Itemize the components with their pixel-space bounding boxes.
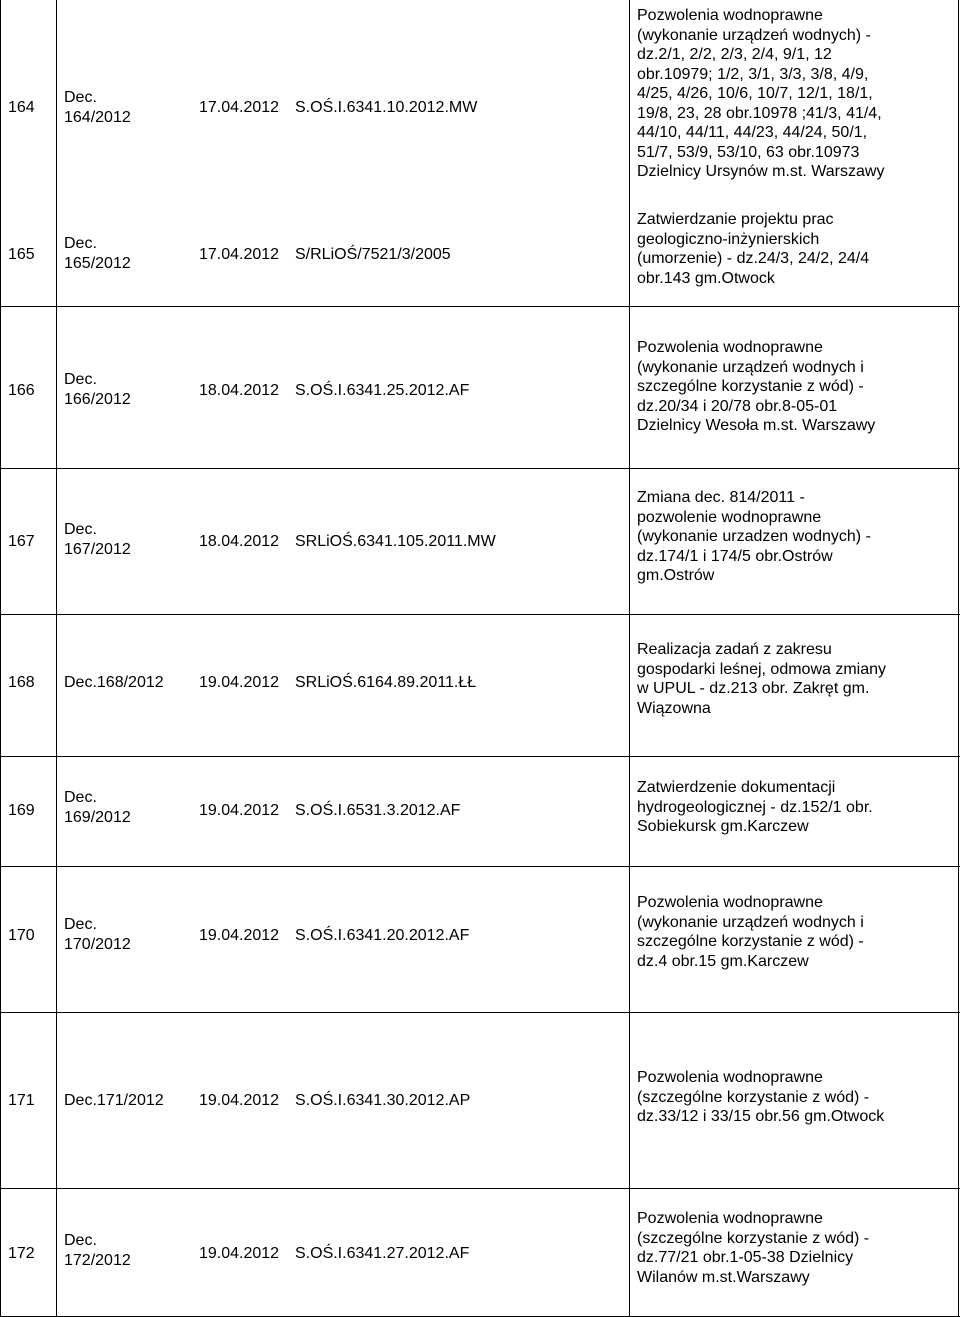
table-border-left — [0, 0, 1, 1317]
row-number: 170 — [8, 927, 35, 944]
row-divider — [0, 468, 960, 469]
case-signature: S.OŚ.I.6341.30.2012.AP — [295, 1092, 471, 1109]
decision-description: Pozwolenia wodnoprawne (wykonanie urządzeń wodnych) - dz.2/1, 2/2, 2/3, 2/4, 9/1, 12 obr.10979; 1/2, 3/1, 3/3, 3/8, 4/9, 4/25, 4/26, 10/6, 10/7, 12/1, 18/1, 19/8, 23, 28 obr.10978 ;41/3, 41/4, 44/10, 44/11, 44/23, 44/24, 50/1, 51/7, 53/9, 53/10, 63 obr.10973 Dzielnicy Ursynów m.st. Warszawy — [637, 7, 885, 180]
row-divider — [0, 866, 960, 867]
case-signature: S.OŚ.I.6341.25.2012.AF — [295, 382, 470, 399]
decision-date: 19.04.2012 — [199, 802, 280, 819]
decision-number: Dec.171/2012 — [64, 1092, 164, 1109]
decision-date: 18.04.2012 — [199, 533, 280, 550]
decision-description: Pozwolenia wodnoprawne (szczególne korzystanie z wód) - dz.33/12 i 33/15 obr.56 gm.Otwock — [637, 1069, 885, 1125]
decision-date: 19.04.2012 — [199, 1092, 280, 1109]
case-signature: S.OŚ.I.6341.27.2012.AF — [295, 1245, 470, 1262]
case-signature: S.OŚ.I.6341.20.2012.AF — [295, 927, 470, 944]
row-divider — [0, 306, 960, 307]
table-border-right — [958, 0, 959, 1317]
decision-date: 19.04.2012 — [199, 927, 280, 944]
row-divider — [0, 756, 960, 757]
case-signature: SRLiOŚ.6341.105.2011.MW — [295, 533, 496, 550]
row-number: 164 — [8, 99, 35, 116]
column-divider — [56, 0, 57, 1317]
case-signature: S.OŚ.I.6341.10.2012.MW — [295, 99, 478, 116]
decision-number: Dec.168/2012 — [64, 674, 164, 691]
row-number: 166 — [8, 382, 35, 399]
row-divider — [0, 614, 960, 615]
row-number: 171 — [8, 1092, 35, 1109]
decision-description: Pozwolenia wodnoprawne (wykonanie urządzeń wodnych i szczególne korzystanie z wód) - dz.4 obr.15 gm.Karczew — [637, 894, 864, 970]
decision-description: Pozwolenia wodnoprawne (wykonanie urządzeń wodnych i szczególne korzystanie z wód) - dz.20/34 i 20/78 obr.8-05-01 Dzielnicy Wesoła m.st. Warszawy — [637, 339, 876, 434]
row-number: 167 — [8, 533, 35, 550]
decision-date: 19.04.2012 — [199, 1245, 280, 1262]
case-signature: S/RLiOŚ/7521/3/2005 — [295, 246, 451, 263]
row-divider — [0, 1188, 960, 1189]
case-signature: S.OŚ.I.6531.3.2012.AF — [295, 802, 461, 819]
decision-date: 18.04.2012 — [199, 382, 280, 399]
decision-description: Zatwierdzenie dokumentacji hydrogeologicznej - dz.152/1 obr. Sobiekursk gm.Karczew — [637, 779, 873, 835]
decision-number: Dec. 164/2012 — [64, 89, 131, 126]
decision-number: Dec. 169/2012 — [64, 789, 131, 826]
decision-description: Realizacja zadań z zakresu gospodarki leśnej, odmowa zmiany w UPUL - dz.213 obr. Zakręt gm. Wiązowna — [637, 641, 887, 717]
decision-number: Dec. 165/2012 — [64, 235, 131, 272]
decision-description: Zatwierdzanie projektu prac geologiczno-inżynierskich (umorzenie) - dz.24/3, 24/2, 24/4 obr.143 gm.Otwock — [637, 211, 870, 287]
decision-date: 19.04.2012 — [199, 674, 280, 691]
row-number: 165 — [8, 246, 35, 263]
case-signature: SRLiOŚ.6164.89.2011.ŁŁ — [295, 674, 477, 691]
decision-number: Dec. 170/2012 — [64, 916, 131, 953]
decision-date: 17.04.2012 — [199, 99, 280, 116]
row-number: 172 — [8, 1245, 35, 1262]
decision-number: Dec. 167/2012 — [64, 521, 131, 558]
row-number: 168 — [8, 674, 35, 691]
decision-number: Dec. 166/2012 — [64, 371, 131, 408]
row-divider — [0, 1012, 960, 1013]
decision-number: Dec. 172/2012 — [64, 1232, 131, 1269]
row-number: 169 — [8, 802, 35, 819]
column-divider — [629, 0, 630, 1317]
decision-date: 17.04.2012 — [199, 246, 280, 263]
decision-description: Pozwolenia wodnoprawne (szczególne korzystanie z wód) - dz.77/21 obr.1-05-38 Dzielnicy Wilanów m.st.Warszawy — [637, 1210, 870, 1286]
decision-description: Zmiana dec. 814/2011 - pozwolenie wodnoprawne (wykonanie urzadzen wodnych) - dz.174/1 i 174/5 obr.Ostrów gm.Ostrów — [637, 489, 871, 584]
